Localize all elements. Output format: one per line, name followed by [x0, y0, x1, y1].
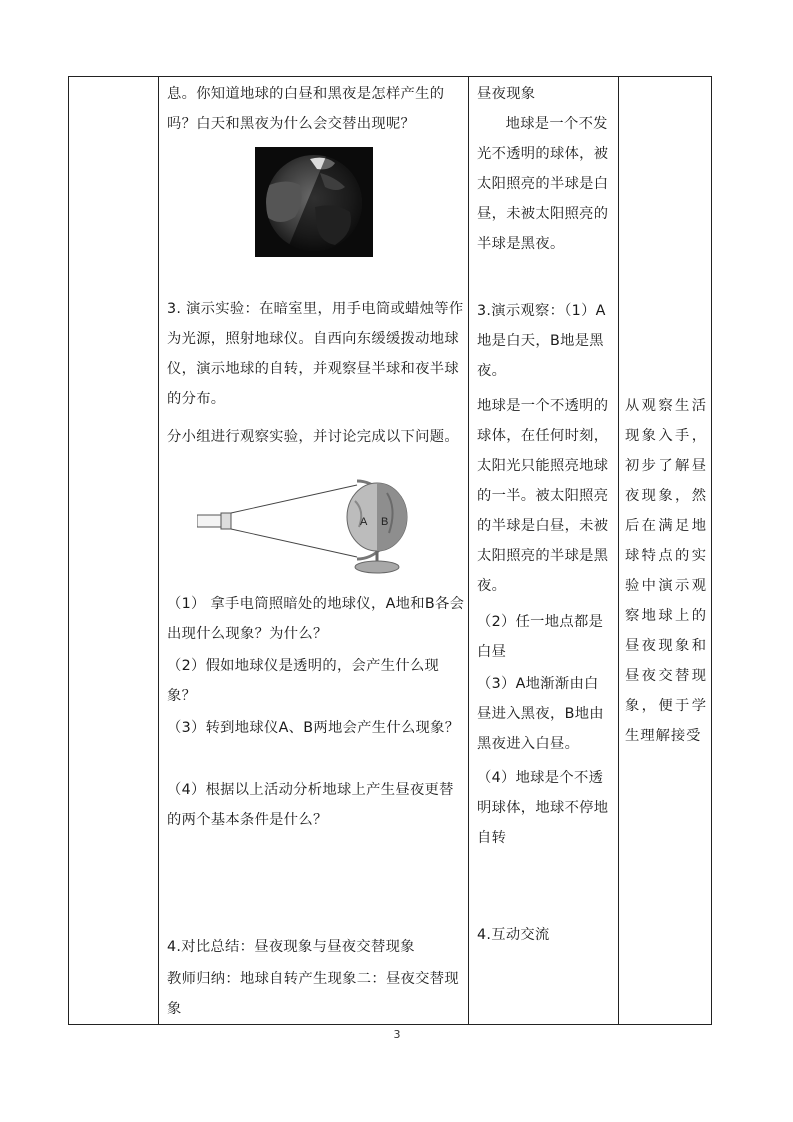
section-cell [69, 77, 159, 1025]
globe-label-b: B [381, 516, 389, 528]
design-intent-text: 从观察生活现象入手，初步了解昼夜现象，然后在满足地球特点的实验中演示观察地球上的昼夜现象和昼夜交替现象，便于学生理解接受 [625, 398, 707, 744]
globe-label-a: A [360, 516, 368, 528]
observation-1: 3.演示观察：（1）A地是白天，B地是黑夜。 [477, 303, 606, 379]
earth-day-night-image [255, 147, 373, 257]
intro-text: 息。你知道地球的白昼和黑夜是怎样产生的吗？白天和黑夜为什么会交替出现呢？ [167, 86, 445, 132]
step4-text: 4.对比总结：昼夜现象与昼夜交替现象 [167, 939, 415, 955]
question-2: （2）假如地球仪是透明的，会产生什么现象？ [167, 658, 440, 704]
step3-group-text: 分小组进行观察实验，并讨论完成以下问题。 [167, 429, 459, 445]
table-row [69, 77, 712, 1025]
day-night-explanation: 地球是一个不发光不透明的球体，被太阳照亮的半球是白昼，未被太阳照亮的半球是黑夜。 [477, 116, 609, 252]
step4-summary: 教师归纳：地球自转产生现象二：昼夜交替现象 [167, 971, 459, 1017]
question-1: （1） 拿手电筒照暗处的地球仪，A地和B各会出现什么现象？为什么？ [167, 596, 465, 642]
observation-2: （2）任一地点都是白昼 [477, 614, 604, 660]
lesson-plan-table [68, 76, 712, 1025]
question-3: （3）转到地球仪A、B两地会产生什么现象？ [167, 720, 460, 736]
observation-1-explanation: 地球是一个不透明的球体，在任何时刻，太阳光只能照亮地球的一半。被太阳照亮的半球是白昼，未被太阳照亮的半球是黑夜。 [477, 398, 609, 594]
observation-4: （4）地球是个不透明球体，地球不停地自转 [477, 770, 609, 846]
page-number: 3 [393, 1028, 401, 1041]
day-night-heading: 昼夜现象 [477, 86, 536, 102]
flashlight-globe-diagram [197, 471, 437, 581]
design-intent-cell [619, 77, 712, 1025]
teacher-activity-cell [159, 77, 469, 1025]
observation-3: （3）A地渐渐由白昼进入黑夜，B地由黑夜进入白昼。 [477, 676, 604, 752]
step3-text: 3. 演示实验：在暗室里，用手电筒或蜡烛等作为光源，照射地球仪。自西向东缓缓拨动地球仪，演示地球的自转，并观察昼半球和夜半球的分布。 [167, 301, 464, 407]
student-activity-cell [469, 77, 619, 1025]
question-4: （4）根据以上活动分析地球上产生昼夜更替的两个基本条件是什么？ [167, 782, 454, 828]
interactive-exchange: 4.互动交流 [477, 927, 550, 943]
